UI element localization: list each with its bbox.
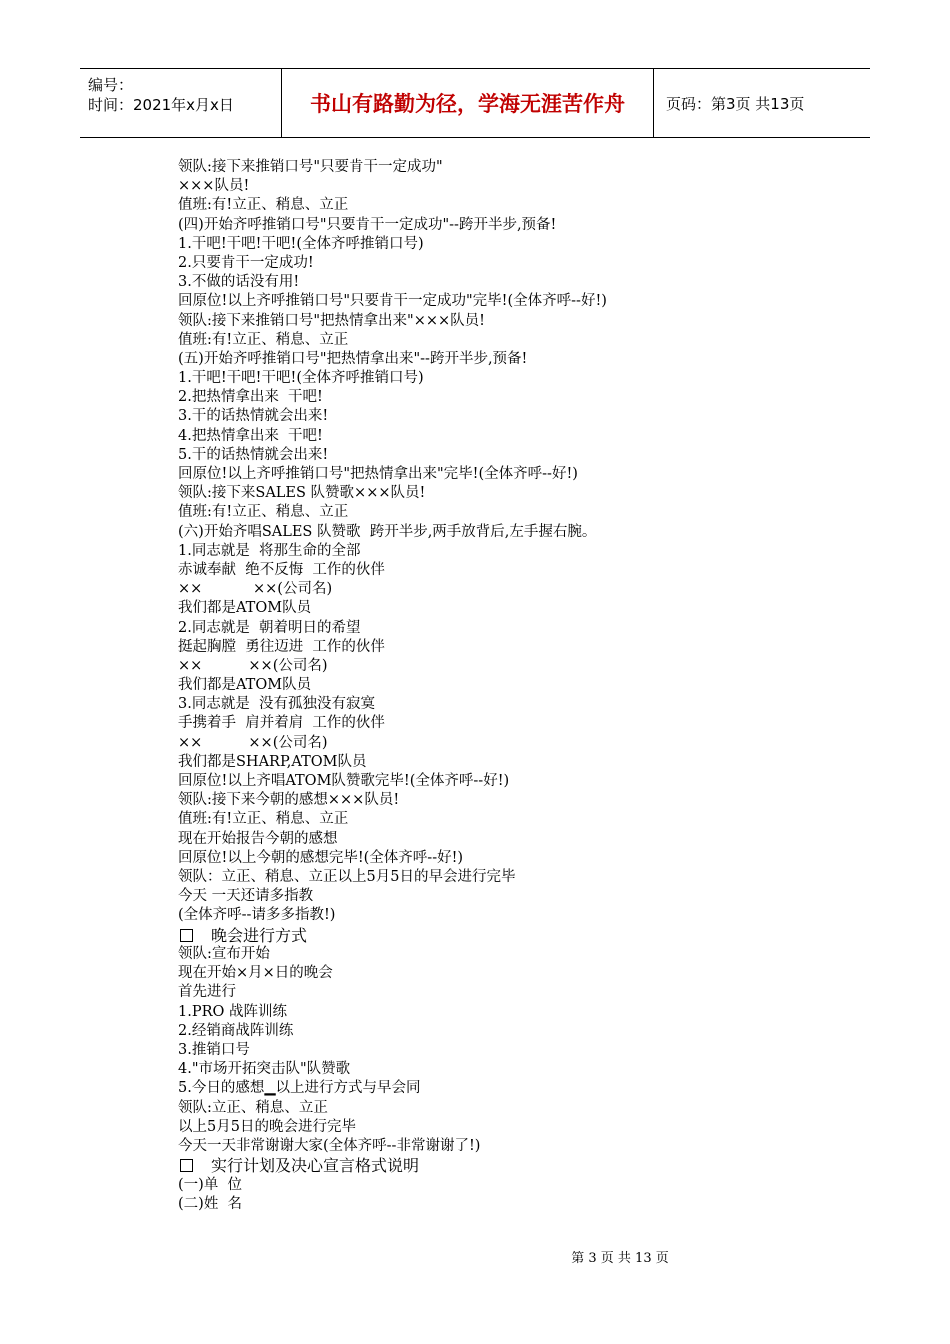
text-line: 1.干吧!干吧!干吧!(全体齐呼推销口号) xyxy=(178,235,424,252)
text-line: ×× ××(公司名) xyxy=(178,581,333,598)
text-line: (一)单 位 xyxy=(178,1176,243,1193)
page-header xyxy=(80,68,870,138)
text-line: 值班:有!立正、稍息、立正 xyxy=(178,197,349,214)
text-line: 领队:接下来推销口号"把热情拿出来"×××队员! xyxy=(178,312,485,329)
evening-meeting-text xyxy=(178,945,818,1156)
text-line: 挺起胸膛 勇往迈进 工作的伙伴 xyxy=(178,638,385,655)
text-line: ×× ××(公司名) xyxy=(178,657,328,674)
text-line: 以上5月5日的晚会进行完毕 xyxy=(178,1118,356,1135)
text-line: 领队：立正、稍息、立正以上5月5日的早会进行完毕 xyxy=(178,868,516,885)
text-line: 首先进行 xyxy=(178,984,236,1001)
text-line: 2.同志就是 朝着明日的希望 xyxy=(178,619,361,636)
text-line: 赤诚奉献 绝不反悔 工作的伙伴 xyxy=(178,561,385,578)
text-line: 领队:宣布开始 xyxy=(178,946,270,963)
text-line: 领队:接下来今朝的感想×××队员! xyxy=(178,792,400,809)
time-label: 时间：2021年x月x日 xyxy=(88,96,234,114)
section-plan-declaration xyxy=(178,1156,818,1176)
header-page-number: 页码：第3页 共13页 xyxy=(666,94,805,113)
plan-format-text xyxy=(178,1176,818,1214)
text-line: 今天一天非常谢谢大家(全体齐呼--非常谢谢了!) xyxy=(178,1137,481,1154)
header-meta xyxy=(80,69,282,137)
text-line: (全体齐呼--请多多指教!) xyxy=(178,907,336,924)
text-line: ×× ××(公司名) xyxy=(178,734,328,751)
header-motto: 书山有路勤为径，学海无涯苦作舟 xyxy=(282,69,654,137)
text-line: 我们都是ATOM队员 xyxy=(178,677,312,694)
text-line: (二)姓 名 xyxy=(178,1195,243,1212)
text-line: (五)开始齐呼推销口号"把热情拿出来"--跨开半步,预备! xyxy=(178,350,528,367)
text-line: ×××队员! xyxy=(178,178,250,195)
text-line: 回原位!以上齐呼推销口号"只要肯干一定成功"完毕!(全体齐呼--好!) xyxy=(178,293,607,310)
page-footer: 第 3 页 共 13 页 xyxy=(571,1251,669,1266)
text-line: 4.把热情拿出来 干吧! xyxy=(178,427,323,444)
text-line: 我们都是ATOM队员 xyxy=(178,600,312,617)
text-line: 值班:有!立正、稍息、立正 xyxy=(178,331,349,348)
text-line: 5.干的话热情就会出来! xyxy=(178,446,329,463)
document-body xyxy=(178,158,818,1214)
text-line: 5.今日的感想▁以上进行方式与早会同 xyxy=(178,1080,421,1097)
text-line: 3.同志就是 没有孤独没有寂寞 xyxy=(178,696,376,713)
text-line: 手携着手 肩并着肩 工作的伙伴 xyxy=(178,715,385,732)
text-line: 3.不做的话没有用! xyxy=(178,274,300,291)
checkbox-icon xyxy=(180,929,193,942)
text-line: 2.把热情拿出来 干吧! xyxy=(178,389,323,406)
text-line: 回原位!以上今朝的感想完毕!(全体齐呼--好!) xyxy=(178,849,464,866)
text-line: 领队:立正、稍息、立正 xyxy=(178,1099,328,1116)
section-title: 实行计划及决心宣言格式说明 xyxy=(211,1156,420,1176)
text-line: 领队:接下来推销口号"只要肯干一定成功" xyxy=(178,159,443,175)
text-line: 1.同志就是 将那生命的全部 xyxy=(178,542,361,559)
text-line: 值班:有!立正、稍息、立正 xyxy=(178,811,349,828)
text-line: 1.PRO 战阵训练 xyxy=(178,1003,288,1020)
checkbox-icon xyxy=(180,1159,193,1172)
text-line: 3.干的话热情就会出来! xyxy=(178,408,329,425)
section-title: 晚会进行方式 xyxy=(211,925,308,945)
text-line: (四)开始齐呼推销口号"只要肯干一定成功"--跨开半步,预备! xyxy=(178,216,557,233)
text-line: 现在开始×月×日的晚会 xyxy=(178,965,333,982)
text-line: 3.推销口号 xyxy=(178,1042,250,1059)
text-line: 我们都是SHARP,ATOM队员 xyxy=(178,753,367,770)
text-line: 现在开始报告今朝的感想 xyxy=(178,830,338,847)
number-label: 编号： xyxy=(88,76,134,94)
text-line: 领队:接下来SALES 队赞歌×××队员! xyxy=(178,485,426,502)
text-line: 4."市场开拓突击队"队赞歌 xyxy=(178,1061,351,1078)
text-line: (六)开始齐唱SALES 队赞歌 跨开半步,两手放背后,左手握右腕。 xyxy=(178,523,597,540)
text-line: 回原位!以上齐唱ATOM队赞歌完毕!(全体齐呼--好!) xyxy=(178,773,510,789)
text-line: 回原位!以上齐呼推销口号"把热情拿出来"完毕!(全体齐呼--好!) xyxy=(178,466,578,482)
text-line: 今天 一天还请多指教 xyxy=(178,888,314,905)
text-line: 2.经销商战阵训练 xyxy=(178,1022,294,1039)
text-line: 值班:有!立正、稍息、立正 xyxy=(178,504,349,521)
text-line: 2.只要肯干一定成功! xyxy=(178,254,314,271)
section-evening-meeting xyxy=(178,926,818,946)
text-line: 1.干吧!干吧!干吧!(全体齐呼推销口号) xyxy=(178,370,424,387)
morning-meeting-text xyxy=(178,158,818,926)
